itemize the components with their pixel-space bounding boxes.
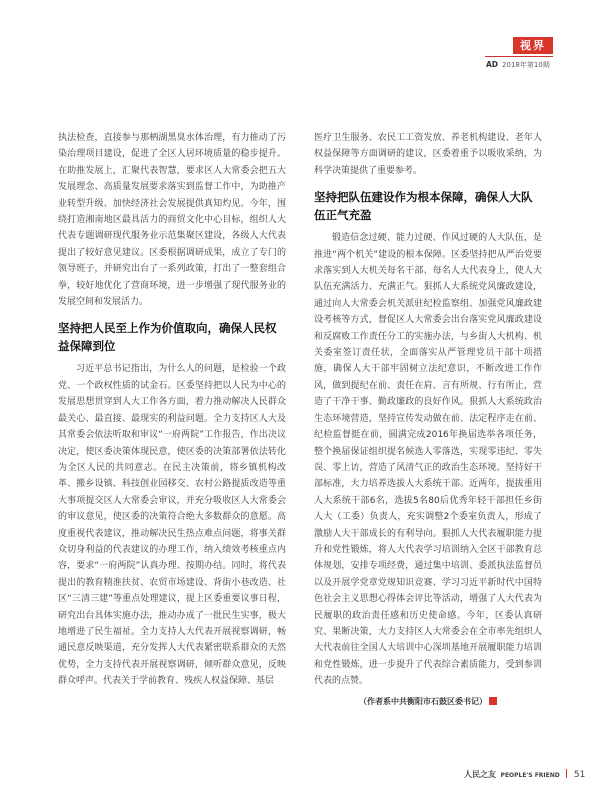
right-paragraph-1: 医疗卫生服务、农民工工资发放、养老机构建设、老年人权益保障等方面调研的建议，区委着重予以吸收采纳，为科学决策提供了重要参考。 (314, 133, 542, 176)
left-paragraph-2: 习近平总书记指出，为什么人的问题，是检验一个政党、一个政权性质的试金石。区委坚持把以人民为中心的发展思想贯穿到人大工作各方面，着力推动解决人民群众最关心、最直接、最现实的利益问题。全力支持区人大及其常委会依法听取和审议“一府两院”工作报告，作出决议决定，使区委决策体现民意，使区委的决策部署依法转化为全区人民的共同意志。在民主决策前，将乡镇机构改革、搬乡设镇、科技创业园移交、农村公路提质改造等重大事项提交区人大常委会审议，并充分吸收区人大常委会的审议意见，使区委的决策符合绝大多数群众的意愿。高度重视代表建议，推动解决民生热点难点问题，将事关群众切身利益的代表建议的办理工作，纳入绩效考核重点内容，要求“一府两院”认真办理、按期办结。同时，将代表提出的教育精准扶贫、农贸市场建设、背街小巷改造、社区“三清三建”等重点处理建议，提上区委重要议事日程，研究出台具体实施办法，推动办成了一批民生实事，极大地增进了民生福祉。全力支持人大代表开展视察调研，畅通民意反映渠道，充分发挥人大代表紧密联系群众的天然优势，全力支持代表开展视察调研，倾听群众意见，反映群众呼声。代表关于学前教育、残疾人权益保障、基层 (58, 364, 286, 687)
left-paragraph-1: 执法检查，直接参与那柄湖黑臭水体治理，有力推动了污染治理项目建设，促进了全区人居环境质量的稳步提升。在助推发展上，汇聚代表智慧，要求区人大常委会把五大发展理念、高质量发展要求落实到监督工作中，为助推产业转型升级、加快经济社会发展提供真知灼见。今年，围绕打造湘南地区最具活力的商贸文化中心目标，组织人大代表专题调研现代服务业示范集聚区建设，各级人大代表提出了较好意见建议。区委根据调研成果，成立了专门的领导班子，并研究出台了一系列政策，打出了一整套组合拳，较好地优化了营商环境，进一步增强了现代服务业的发展空间和发展活力。 (58, 133, 286, 308)
page-footer (464, 769, 585, 780)
issue-number: 2018年第10期 (502, 61, 550, 69)
section-tag: 视界 (513, 37, 553, 54)
left-column (58, 130, 286, 690)
ad-label: AD (486, 60, 499, 69)
header-rule (485, 56, 553, 57)
right-section-heading: 坚持把队伍建设作为根本保障，确保人大队伍正气充盈 (314, 190, 533, 223)
magazine-name: 人民之友 (464, 770, 496, 779)
left-section-heading: 坚持把人民至上作为价值取向，确保人民权益保障到位 (58, 321, 277, 354)
end-mark-icon (489, 697, 497, 705)
magazine-english-name: PEOPLE'S FRIEND (500, 772, 560, 779)
author-text: （作者系中共衡阳市石鼓区委书记） (359, 696, 487, 706)
right-paragraph-2: 锻造信念过硬、能力过硬、作风过硬的人大队伍，是推进“两个机关”建设的根本保障。区委坚持把从严治党要求落实到人大机关每名干部、每名人大代表身上，使人大队伍充满活力、充满正气。狠抓人大系统党风廉政建设，通过向人大常委会机关派驻纪检监察组、加强党风廉政建设考核等方式，督促区人大常委会出台落实党风廉政建设和反腐败工作责任分工的实施办法，与乡街人大机构、机关委室签订责任状，全面落实从严管理党员干部十项措施，确保人大干部牢固树立法纪意识，不断改进工作作风，做到提纪在前、责任在肩、言有所规、行有所止，营造了干净干事、勤政廉政的良好作风。狠抓人大系统政治生态环境营造，坚持宣传发动做在前、法定程序走在前、纪检监督挺在前，圆满完成2016年换届选举各项任务，整个换届保证组织提名候选人零落选，实现零违纪、零失误、零上访，营造了风清气正的政治生态环境。坚持好干部标准，大力培养选拔人大系统干部。近两年，提拔重用人大系统干部6名，选拔5名80后优秀年轻干部担任乡街人大（工委）负责人，充实调整2个委室负责人，形成了激励人大干部成长的有利导向。狠抓人大代表履职能力提升和党性锻炼，将人大代表学习培训纳入全区干部教育总体规划，安排专项经费，通过集中培训、委派执法监督员以及开展学党章党规知识竞赛、学习习近平新时代中国特色社会主义思想心得体会评比等活动，增强了人大代表为民履职的政治责任感和历史使命感。今年，区委认真研究、果断决策，大力支持区人大常委会在全市率先组织人大代表前往全国人大培训中心深圳基地开展履职能力培训和党性锻炼，进一步提升了代表综合素质能力，受到参训代表的点赞。 (314, 233, 542, 687)
author-note (314, 696, 542, 707)
footer-divider (566, 769, 567, 778)
issue-info (486, 60, 550, 70)
page-number: 51 (573, 770, 586, 780)
right-column (314, 130, 542, 707)
